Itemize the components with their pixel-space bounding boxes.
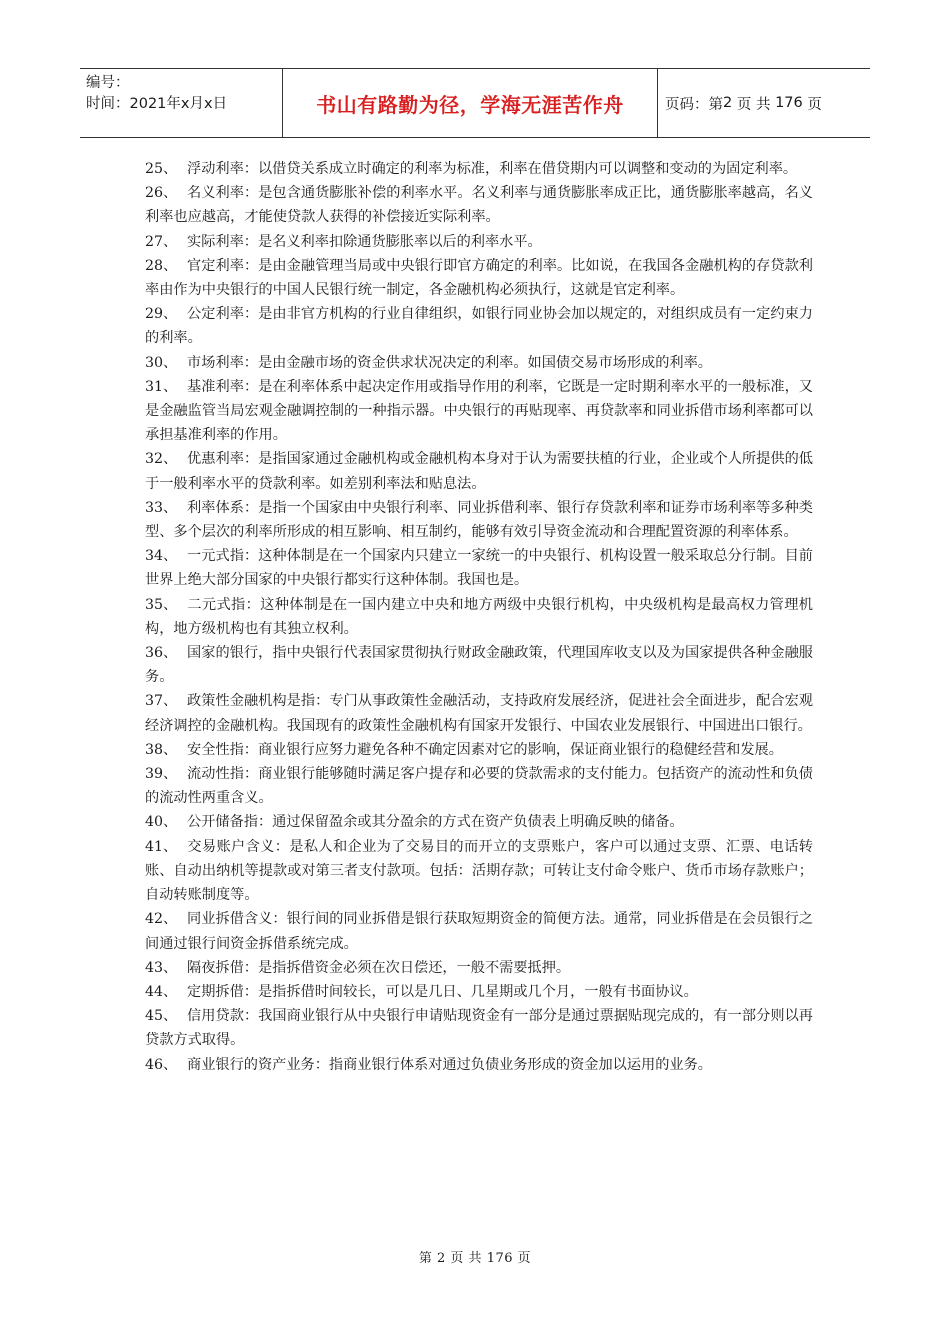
entry-number: 37、: [145, 693, 178, 710]
definition-entry: [145, 980, 813, 1004]
definition-entry: [145, 593, 813, 641]
header-page-total: 176: [775, 95, 803, 111]
entry-text: 公开储备指：通过保留盈余或其分盈余的方式在资产负债表上明确反映的储备。: [187, 814, 684, 831]
definition-entry: [145, 447, 813, 495]
entry-number: 26、: [145, 185, 178, 202]
entry-text: 官定利率：是由金融管理当局或中央银行即官方确定的利率。比如说，在我国各金融机构的存贷款利率由作为中央银行的中国人民银行统一制定，各金融机构必须执行，这就是官定利率。: [145, 257, 813, 299]
definition-entry: [145, 956, 813, 980]
entry-text: 基准利率：是在利率体系中起决定作用或指导作用的利率，它既是一定时期利率水平的一般标准，又是金融监管当局宏观金融调控制的一种指示器。中央银行的再贴现率、再贷款率和同业拆借市场利率都可以承担基准利率的作用。: [145, 378, 813, 444]
entry-text: 同业拆借含义：银行间的同业拆借是银行获取短期资金的简便方法。通常，同业拆借是在会员银行之间通过银行间资金拆借系统完成。: [145, 911, 813, 952]
header-page-suffix: 页: [807, 96, 822, 113]
header-motto: 书山有路勤为径，学海无涯苦作舟: [283, 69, 658, 137]
entry-number: 46、: [145, 1056, 178, 1073]
footer-page-number: 2: [436, 1251, 446, 1266]
entry-number: 41、: [145, 838, 178, 855]
entry-number: 30、: [145, 354, 178, 371]
entry-text: 公定利率：是由非官方机构的行业自律组织，如银行同业协会加以规定的，对组织成员有一定约束力的利率。: [145, 306, 813, 347]
entry-number: 29、: [145, 306, 178, 323]
header-page-middle: 页 共: [736, 96, 771, 113]
header-info-cell: [80, 69, 283, 137]
document-body: [145, 157, 813, 1077]
entry-text: 市场利率：是由金融市场的资金供求状况决定的利率。如国债交易市场形成的利率。: [187, 354, 712, 371]
page-footer: [0, 1247, 950, 1266]
entry-text: 优惠利率：是指国家通过金融机构或金融机构本身对于认为需要扶植的行业，企业或个人所提供的低于一般利率水平的贷款利率。如差别利率法和贴息法。: [145, 451, 813, 492]
header-page-info: [658, 69, 870, 137]
entry-number: 28、: [145, 257, 178, 274]
entry-number: 45、: [145, 1008, 178, 1025]
entry-text: 实际利率：是名义利率扣除通货膨胀率以后的利率水平。: [187, 233, 542, 250]
entry-number: 31、: [145, 378, 178, 395]
definition-entry: [145, 641, 813, 689]
footer-prefix: 第: [418, 1251, 433, 1266]
header-page-number: 2: [723, 95, 733, 111]
definition-entry: [145, 302, 813, 350]
entry-number: 44、: [145, 983, 178, 1000]
definition-entry: [145, 230, 813, 254]
entry-number: 36、: [145, 645, 178, 662]
header-page-prefix: 页码：第: [665, 96, 723, 113]
definition-entry: [145, 689, 813, 737]
definition-entry: [145, 907, 813, 955]
entry-text: 二元式指：这种体制是在一国内建立中央和地方两级中央银行机构，中央级机构是最高权力管理机构，地方级机构也有其独立权利。: [145, 596, 813, 637]
entry-number: 39、: [145, 766, 178, 783]
page-header: [80, 68, 870, 138]
entry-text: 商业银行的资产业务：指商业银行体系对通过负债业务形成的资金加以运用的业务。: [187, 1056, 712, 1073]
footer-middle: 页 共: [450, 1251, 483, 1266]
entry-text: 信用贷款：我国商业银行从中央银行申请贴现资金有一部分是通过票据贴现完成的，有一部分则以再贷款方式取得。: [145, 1008, 813, 1049]
definition-entry: [145, 738, 813, 762]
entry-text: 国家的银行，指中央银行代表国家贯彻执行财政金融政策，代理国库收支以及为国家提供各种金融服务。: [145, 645, 813, 686]
serial-number-label: 编号：: [86, 75, 130, 91]
entry-text: 安全性指：商业银行应努力避免各种不确定因素对它的影响，保证商业银行的稳健经营和发展。: [187, 741, 783, 758]
entry-text: 利率体系：是指一个国家由中央银行利率、同业拆借利率、银行存贷款利率和证券市场利率等多种类型、多个层次的利率所形成的相互影响、相互制约，能够有效引导资金流动和合理配置资源的利率体系。: [145, 499, 813, 541]
entry-number: 33、: [145, 499, 178, 516]
definition-entry: [145, 762, 813, 810]
definition-entry: [145, 181, 813, 229]
footer-total: 176: [486, 1251, 514, 1266]
entry-text: 定期拆借：是指拆借时间较长，可以是几日、几星期或几个月，一般有书面协议。: [187, 983, 698, 1000]
definition-entry: [145, 1053, 813, 1077]
entry-number: 40、: [145, 814, 178, 831]
definition-entry: [145, 254, 813, 302]
definition-entry: [145, 835, 813, 908]
entry-text: 浮动利率：以借贷关系成立时确定的利率为标准，利率在借贷期内可以调整和变动的为固定利率。: [187, 161, 798, 177]
entry-text: 一元式指：这种体制是在一个国家内只建立一家统一的中央银行、机构设置一般采取总分行制。目前世界上绝大部分国家的中央银行都实行这种体制。我国也是。: [145, 548, 813, 589]
entry-text: 流动性指：商业银行能够随时满足客户提存和必要的贷款需求的支付能力。包括资产的流动性和负债的流动性两重含义。: [145, 766, 813, 807]
entry-number: 43、: [145, 959, 178, 976]
definition-entry: [145, 544, 813, 592]
entry-text: 政策性金融机构是指：专门从事政策性金融活动，支持政府发展经济，促进社会全面进步，配合宏观经济调控的金融机构。我国现有的政策性金融机构有国家开发银行、中国农业发展银行、中国进出口银行。: [145, 693, 813, 734]
definition-entry: [145, 375, 813, 448]
definition-entry: [145, 351, 813, 375]
date-label: 时间：2021年x月x日: [86, 96, 228, 112]
entry-number: 42、: [145, 911, 178, 928]
entry-number: 27、: [145, 233, 178, 250]
entry-text: 隔夜拆借：是指拆借资金必须在次日偿还，一般不需要抵押。: [187, 959, 571, 976]
entry-number: 35、: [145, 596, 178, 613]
entry-number: 34、: [145, 548, 178, 565]
definition-entry: [145, 1004, 813, 1052]
footer-suffix: 页: [517, 1251, 532, 1266]
entry-text: 交易账户含义：是私人和企业为了交易目的而开立的支票账户，客户可以通过支票、汇票、电话转账、自动出纳机等提款或对第三者支付款项。包括：活期存款；可转让支付命令账户、货币市场存款账户；自动转账制度等。: [145, 838, 813, 904]
definition-entry: [145, 496, 813, 544]
entry-text: 名义利率：是包含通货膨胀补偿的利率水平。名义利率与通货膨胀率成正比，通货膨胀率越高，名义利率也应越高，才能使贷款人获得的补偿接近实际利率。: [145, 185, 813, 226]
definition-entry: [145, 157, 813, 181]
entry-number: 38、: [145, 741, 178, 758]
entry-number: 32、: [145, 451, 178, 468]
definition-entry: [145, 810, 813, 834]
entry-number: 25、: [145, 161, 178, 177]
